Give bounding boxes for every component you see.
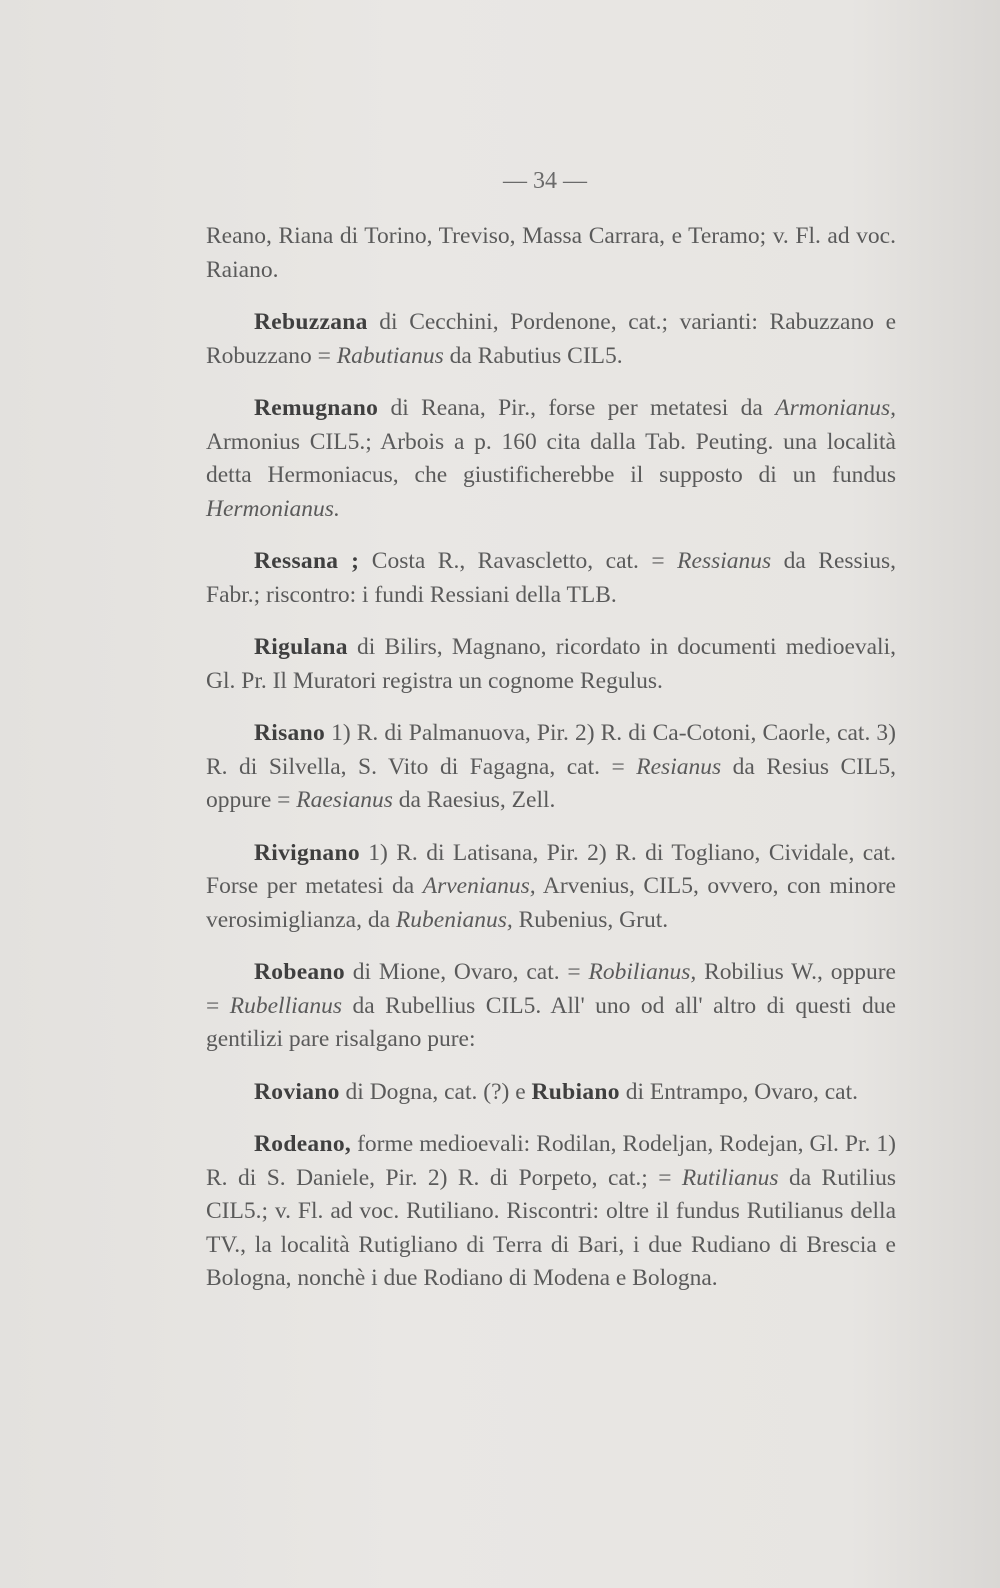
entry-headword: Rebuzzana <box>254 309 368 335</box>
entry-text: da Ressius, Fabr.; riscontro: i fundi Ressiani della TLB. <box>206 548 896 608</box>
italic-text: Arvenianus, <box>422 873 536 899</box>
entry-paragraph <box>206 392 896 526</box>
italic-text: Raesianus <box>296 787 393 813</box>
italic-text: Resianus <box>636 753 722 780</box>
entry-text: da Resius CIL5, oppure = <box>206 753 896 813</box>
entry-headword: Rodeano, <box>254 1131 352 1157</box>
italic-text: Rabutianus <box>336 342 444 369</box>
entry-text: di Dogna, cat. (?) e <box>339 1078 532 1105</box>
entry-text: da Rutilius CIL5.; v. Fl. ad voc. Rutiliano. Riscontri: oltre il fundus Rutilianus della TV., la località Rutigliano di Terra di Bari, i due Rudiano di Brescia e Bologna, nonchè i due Rodiano di Modena e Bologna. <box>206 1164 896 1291</box>
entry-text: 1) R. di Latisana, Pir. 2) R. di Togliano, Cividale, cat. Forse per metatesi da <box>206 839 896 899</box>
entry-paragraph <box>206 1076 896 1110</box>
italic-text: Armonianus, <box>775 395 896 421</box>
italic-text: Rubellianus <box>229 992 343 1019</box>
italic-text: Hermonianus. <box>206 495 340 522</box>
entry-paragraph <box>206 1128 896 1296</box>
entry-headword: Remugnano <box>254 395 379 421</box>
italic-text: Rutilianus <box>681 1164 779 1191</box>
entry-paragraph <box>206 956 896 1057</box>
entry-headword: Rivignano <box>254 839 360 866</box>
entry-text: Reano, Riana di Torino, Treviso, Massa Carrara, e Teramo; v. Fl. ad voc. Raiano. <box>206 223 896 283</box>
entry-paragraph <box>206 220 896 287</box>
italic-text: Ressianus <box>677 548 772 574</box>
entry-text: forme medioevali: Rodilan, Rodeljan, Rodejan, Gl. Pr. 1) R. di S. Daniele, Pir. 2) R. di Porpeto, cat.; = <box>206 1131 896 1191</box>
entry-headword: Robeano <box>254 959 345 985</box>
entry-text: di Mione, Ovaro, cat. = <box>344 959 589 985</box>
entry-headword: Roviano <box>254 1078 340 1105</box>
entry-text: Arvenius, CIL5, ovvero, con minore verosimiglianza, da <box>206 873 896 933</box>
entry-text: Armonius CIL5.; Arbois a p. 160 cita dalla Tab. Peuting. una località detta Hermoniacus, che giustificherebbe il supposto di un fundus <box>206 428 896 488</box>
entry-text: Rubenius, Grut. <box>512 906 669 933</box>
entry-text: Costa R., Ravascletto, cat. = <box>359 548 678 574</box>
page-number: — 34 — <box>503 168 587 194</box>
italic-text: Rubenianus, <box>395 906 513 933</box>
bold-headword: Rubiano <box>531 1078 620 1105</box>
entry-text: di Bilirs, Magnano, ricordato in documenti medioevali, Gl. Pr. Il Muratori registra un cognome Regulus. <box>206 634 896 694</box>
entry-text: di Cecchini, Pordenone, cat.; varianti: Rabuzzano e Robuzzano = <box>206 309 896 369</box>
entry-headword: Rigulana <box>254 634 348 660</box>
entry-text: da Rubellius CIL5. All' uno od all' altro di questi due gentilizi pare risalgano pure: <box>206 992 896 1052</box>
entry-text: di Reana, Pir., forse per metatesi da <box>378 395 776 421</box>
italic-text: Robilianus, <box>588 959 697 985</box>
entry-paragraph <box>206 631 896 698</box>
entry-headword: Risano <box>254 720 326 746</box>
entry-text: 1) R. di Palmanuova, Pir. 2) R. di Ca-Cotoni, Caorle, cat. 3) R. di Silvella, S. Vito di Fagagna, cat. = <box>206 720 896 780</box>
entry-text: di Entrampo, Ovaro, cat. <box>619 1078 859 1105</box>
entry-text: da Rabutius CIL5. <box>443 342 623 369</box>
entry-paragraph <box>206 717 896 818</box>
entry-text: Robilius W., oppure = <box>206 959 896 1019</box>
entry-paragraph <box>206 545 896 612</box>
entry-paragraph <box>206 306 896 373</box>
text-block <box>206 220 896 1315</box>
entry-headword: Ressana ; <box>254 548 360 574</box>
entry-text: da Raesius, Zell. <box>392 787 556 813</box>
entry-paragraph <box>206 837 896 938</box>
